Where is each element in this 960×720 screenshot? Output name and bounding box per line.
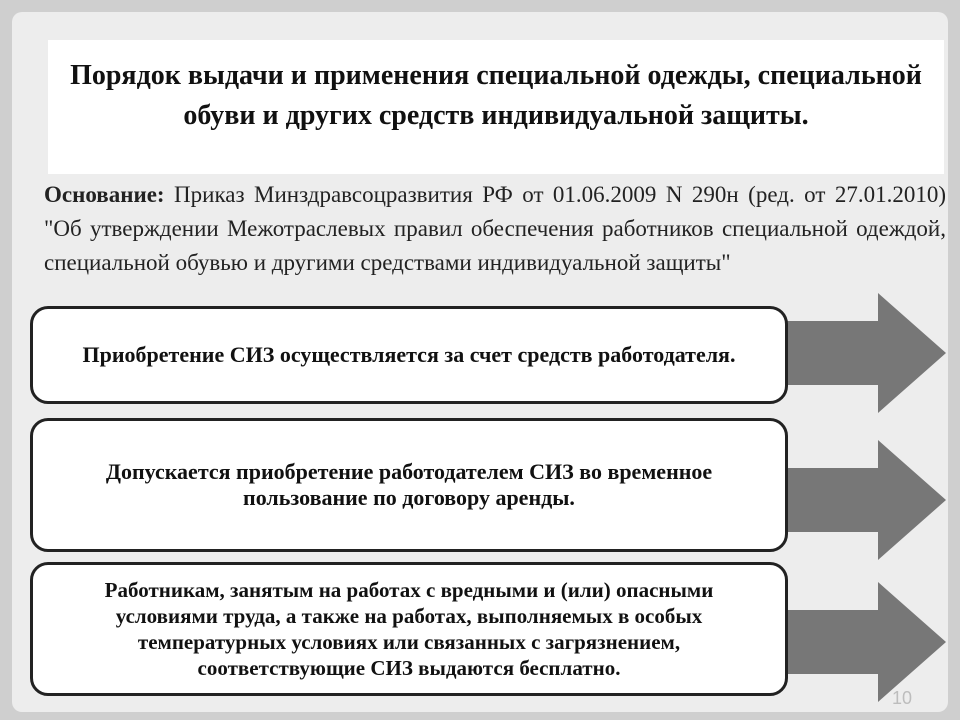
list-item (30, 306, 788, 404)
basis-paragraph (44, 178, 946, 280)
right-arrow-icon (778, 582, 948, 702)
right-arrow-icon (778, 293, 948, 413)
item-text: Приобретение СИЗ осуществляется за счет средств работодателя. (82, 342, 736, 367)
right-arrow-icon (778, 440, 948, 560)
title-box (48, 40, 944, 174)
slide-title: Порядок выдачи и применения специальной одежды, специальной обуви и других средств индивидуальной защиты. (70, 60, 922, 131)
basis-label: Основание: (44, 182, 165, 207)
basis-text: Приказ Минздравсоцразвития РФ от 01.06.2009 N 290н (ред. от 27.01.2010) "Об утверждении Межотраслевых правил обеспечения работников специальной одеждой, специальной обувью и другими средствами индивидуальной защиты" (44, 182, 946, 275)
item-text: Допускается приобретение работодателем СИЗ во временное пользование по договору аренды. (105, 459, 713, 510)
page-number: 10 (892, 688, 913, 708)
slide (12, 12, 948, 712)
item-text: Работникам, занятым на работах с вредными и (или) опасными условиями труда, а также на работах, выполняемых в особых температурных условиях или связанных с загрязнением, соответствующие СИЗ выдаются бесплатно. (104, 578, 714, 680)
list-item (30, 562, 788, 696)
list-item (30, 418, 788, 552)
